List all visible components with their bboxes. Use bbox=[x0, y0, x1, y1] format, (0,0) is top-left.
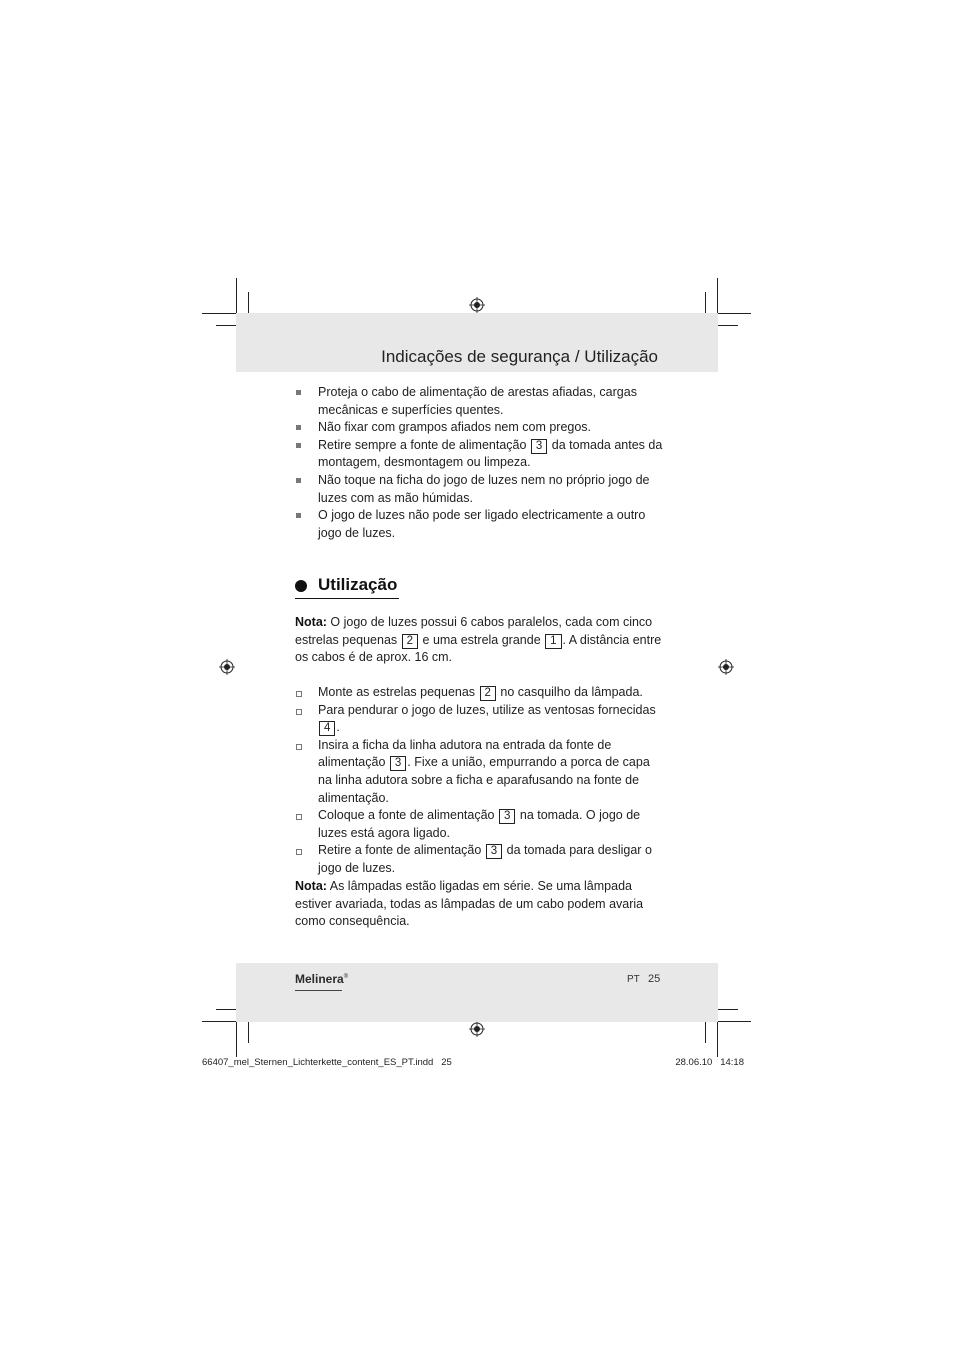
registration-mark-icon bbox=[469, 1021, 485, 1037]
section-bullet-icon bbox=[295, 580, 307, 592]
part-reference: 2 bbox=[480, 686, 496, 701]
page-title: Indicações de segurança / Utilização bbox=[381, 347, 658, 366]
list-item: Para pendurar o jogo de luzes, utilize as ventosas fornecidas 4 . bbox=[295, 702, 665, 737]
crop-mark bbox=[718, 325, 738, 326]
registration-mark-icon bbox=[718, 659, 734, 675]
note-label: Nota: bbox=[295, 615, 327, 629]
square-bullet-icon bbox=[296, 478, 301, 483]
square-bullet-icon bbox=[296, 443, 301, 448]
part-reference: 1 bbox=[545, 634, 561, 649]
registration-mark-icon bbox=[219, 659, 235, 675]
list-item: Coloque a fonte de alimentação 3 na tomada. O jogo de luzes está agora ligado. bbox=[295, 807, 665, 842]
part-reference: 2 bbox=[402, 634, 418, 649]
list-item: Monte as estrelas pequenas 2 no casquilho da lâmpada. bbox=[295, 684, 665, 702]
note-paragraph: Nota: As lâmpadas estão ligadas em série. Se uma lâmpada estiver avariada, todas as lâmpadas de um cabo podem avaria como consequência. bbox=[295, 879, 644, 929]
brand-underline bbox=[295, 990, 342, 991]
crop-mark bbox=[236, 278, 237, 315]
square-bullet-icon bbox=[296, 425, 301, 430]
crop-mark bbox=[202, 1021, 236, 1022]
checkbox-bullet-icon bbox=[296, 709, 302, 715]
slug-filename: 66407_mel_Sternen_Lichterkette_content_ES_PT.indd 25 bbox=[202, 1057, 452, 1068]
crop-mark bbox=[705, 292, 706, 315]
section-underline bbox=[295, 598, 399, 599]
list-item: Proteja o cabo de alimentação de arestas afiadas, cargas mecânicas e superfícies quentes. bbox=[295, 384, 665, 419]
part-reference: 3 bbox=[531, 439, 547, 454]
page-number: 25 bbox=[648, 973, 661, 985]
square-bullet-icon bbox=[296, 390, 301, 395]
square-bullet-icon bbox=[296, 513, 301, 518]
crop-mark bbox=[705, 1020, 706, 1043]
checkbox-bullet-icon bbox=[296, 691, 302, 697]
crop-mark bbox=[248, 292, 249, 315]
list-item: O jogo de luzes não pode ser ligado electricamente a outro jogo de luzes. bbox=[295, 507, 665, 542]
crop-mark bbox=[718, 1021, 751, 1022]
part-reference: 4 bbox=[319, 721, 335, 736]
slug-datetime: 28.06.10 14:18 bbox=[675, 1057, 744, 1068]
list-item: Insira a ficha da linha adutora na entrada da fonte de alimentação 3 . Fixe a união, empurrando a porca de capa na linha adutora sobre a ficha e aparafusando na fonte de alimentação. bbox=[295, 737, 665, 807]
language-code: PT bbox=[627, 974, 640, 985]
safety-bullet-list bbox=[295, 384, 665, 542]
crop-mark bbox=[236, 1020, 237, 1057]
crop-mark bbox=[717, 278, 718, 315]
instruction-step-list bbox=[295, 684, 665, 878]
checkbox-bullet-icon bbox=[296, 849, 302, 855]
list-item: Não toque na ficha do jogo de luzes nem no próprio jogo de luzes com as mão húmidas. bbox=[295, 472, 665, 507]
crop-mark bbox=[718, 313, 751, 314]
note-label: Nota: bbox=[295, 879, 327, 893]
list-item: Retire sempre a fonte de alimentação 3 da tomada antes da montagem, desmontagem ou limpeza. bbox=[295, 437, 665, 472]
crop-mark bbox=[718, 1009, 738, 1010]
part-reference: 3 bbox=[390, 756, 406, 771]
checkbox-bullet-icon bbox=[296, 744, 302, 750]
crop-mark bbox=[202, 313, 236, 314]
checkbox-bullet-icon bbox=[296, 814, 302, 820]
crop-mark bbox=[216, 325, 236, 326]
brand-logo: Melinera® bbox=[295, 972, 349, 986]
registration-mark-icon bbox=[469, 297, 485, 313]
part-reference: 3 bbox=[499, 809, 515, 824]
list-item: Retire a fonte de alimentação 3 da tomada para desligar o jogo de luzes. bbox=[295, 842, 665, 877]
crop-mark bbox=[216, 1009, 236, 1010]
list-item: Não fixar com grampos afiados nem com pregos. bbox=[295, 419, 665, 437]
note-paragraph: Nota: O jogo de luzes possui 6 cabos paralelos, cada com cinco estrelas pequenas 2 e uma estrela grande 1 . A distância entre os cabos é de aprox. 16 cm. bbox=[295, 615, 662, 665]
header-band bbox=[236, 313, 718, 372]
crop-mark bbox=[248, 1020, 249, 1043]
section-title: Utilização bbox=[318, 575, 398, 594]
footer-band bbox=[236, 963, 718, 1022]
part-reference: 3 bbox=[486, 844, 502, 859]
crop-mark bbox=[717, 1020, 718, 1057]
